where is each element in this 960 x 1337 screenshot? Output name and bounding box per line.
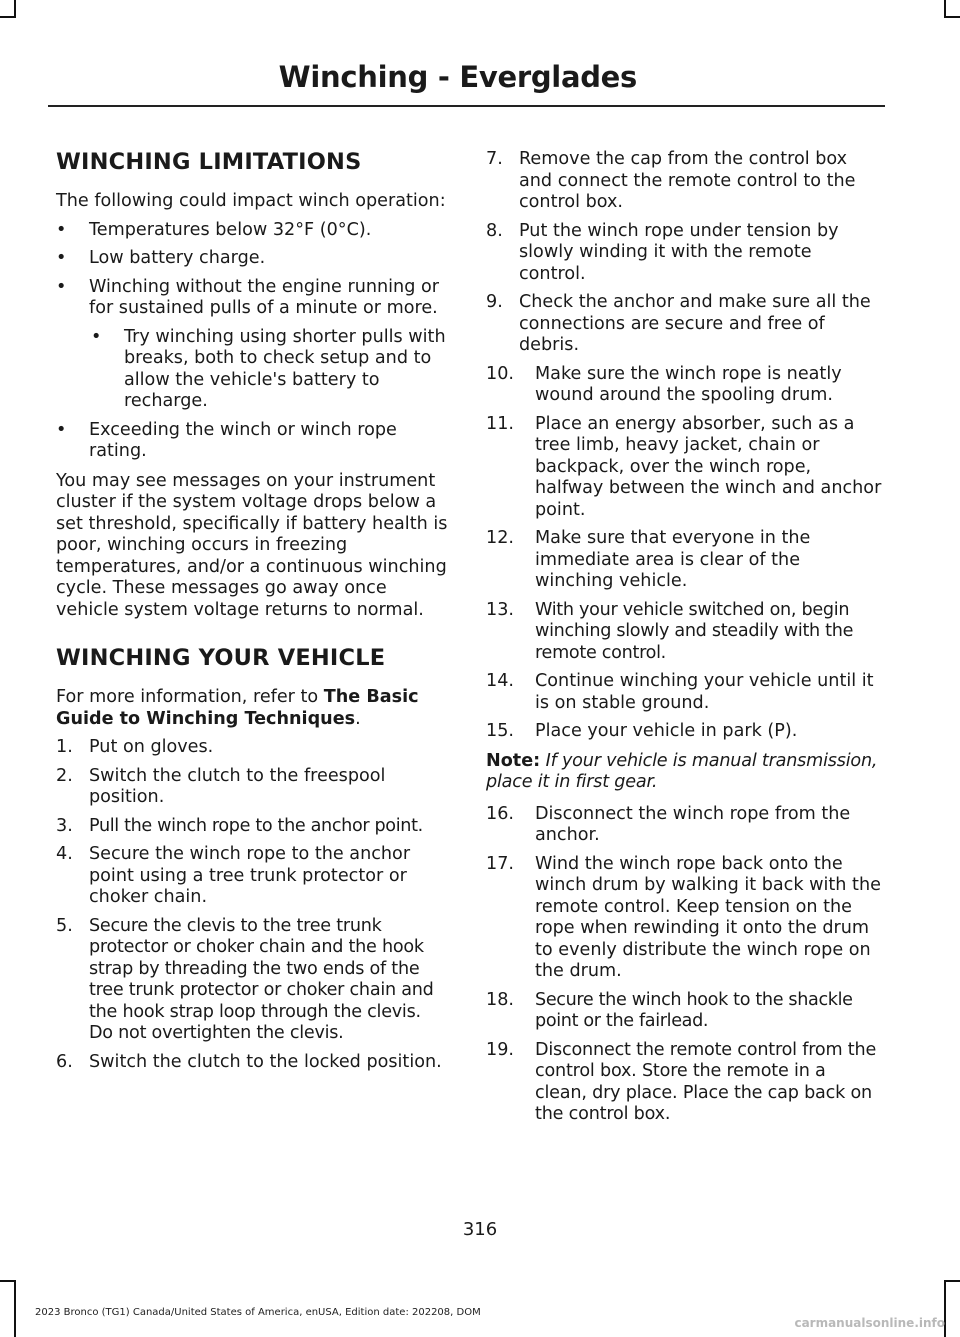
reference-suffix: . [355, 708, 361, 729]
step-item [486, 528, 882, 593]
step-item [56, 844, 448, 909]
step-number: 10. [486, 363, 514, 384]
list-item [56, 248, 448, 270]
step-number: 19. [486, 1039, 514, 1060]
step-text: Pull the winch rope to the anchor point. [89, 815, 423, 836]
step-number: 3. [56, 815, 73, 836]
bullet-icon: • [56, 276, 67, 297]
step-text: Switch the clutch to the locked position. [89, 1051, 442, 1072]
footer-edition-info: 2023 Bronco (TG1) Canada/United States of America, enUSA, Edition date: 202208, DOM [35, 1307, 481, 1318]
limitations-intro: The following could impact winch operation: [56, 191, 446, 211]
vehicle-heading: WINCHING YOUR VEHICLE [56, 645, 386, 671]
step-item [486, 292, 882, 357]
voltage-paragraph: You may see messages on your instrument cluster if the system voltage drops below a set threshold, specifically if battery health is poor, winching occurs in freezing temperatures, and/or a continuous winching cycle. These messages go away once vehicle system voltage returns to normal. [56, 470, 448, 620]
list-item [56, 277, 448, 320]
step-number: 6. [56, 1051, 73, 1072]
step-text: Secure the winch hook to the shackle point or the fairlead. [535, 989, 853, 1031]
step-item [56, 766, 448, 809]
crop-mark-top-left [0, 16, 16, 18]
note-label: Note: [486, 750, 541, 771]
watermark-logo: carmanualsonline.info [794, 1316, 945, 1330]
step-number: 13. [486, 599, 514, 620]
step-number: 7. [486, 149, 503, 169]
step-item [486, 149, 882, 214]
bullet-icon: • [56, 219, 67, 240]
step-number: 1. [56, 737, 73, 757]
step-text: Wind the winch rope back onto the winch drum by walking it back with the remote control. Keep tension on the rope when rewinding it onto the drum to evenly distribute the winch rope on the drum. [535, 853, 881, 981]
step-item [486, 854, 882, 983]
step-number: 12. [486, 528, 514, 548]
header-divider [48, 105, 885, 107]
step-number: 11. [486, 413, 514, 434]
list-item [56, 220, 448, 242]
reference-prefix: For more information, refer to [56, 687, 324, 707]
note [486, 751, 882, 794]
sub-list-item [91, 327, 448, 413]
step-number: 8. [486, 220, 503, 241]
page-title: Winching - Everglades [278, 60, 637, 94]
step-text: Place an energy absorber, such as a tree limb, heavy jacket, chain or backpack, over the winch rope, halfway between the winch and anchor point. [535, 413, 882, 520]
step-text: Remove the cap from the control box and connect the remote control to the control box. [519, 149, 856, 212]
bullet-text: Temperatures below 32°F (0°C). [89, 219, 372, 240]
step-item [56, 737, 448, 759]
step-text: Make sure the winch rope is neatly wound around the spooling drum. [535, 363, 842, 405]
step-number: 15. [486, 721, 514, 741]
right-column [486, 149, 882, 1126]
step-item [56, 816, 448, 838]
step-item [56, 916, 448, 1045]
step-text: Put the winch rope under tension by slowly winding it with the remote control. [519, 220, 839, 284]
step-number: 18. [486, 989, 514, 1010]
step-text: With your vehicle switched on, begin winching slowly and steadily with the remote control. [535, 599, 854, 663]
sub-bullet-text: Try winching using shorter pulls with breaks, both to check setup and to allow the vehicle's battery to recharge. [124, 326, 446, 411]
step-number: 5. [56, 915, 73, 936]
bullet-icon: • [56, 248, 67, 268]
crop-mark-bottom-left [14, 1280, 16, 1337]
page-number: 316 [462, 1219, 498, 1240]
crop-mark-top-right [944, 16, 960, 18]
step-text: Put on gloves. [89, 737, 214, 757]
step-text: Secure the winch rope to the anchor point using a tree trunk protector or choker chain. [89, 844, 411, 907]
bullet-text: Low battery charge. [89, 248, 266, 268]
bullet-text: Exceeding the winch or winch rope rating. [89, 419, 397, 461]
step-text: Continue winching your vehicle until it is on stable ground. [535, 671, 874, 713]
left-column [56, 145, 448, 1073]
bullet-text: Winching without the engine running or for sustained pulls of a minute or more. [89, 276, 439, 318]
step-item [486, 721, 882, 743]
step-item [486, 600, 882, 665]
note-text: If your vehicle is manual transmission, place it in first gear. [486, 750, 878, 792]
step-number: 2. [56, 765, 73, 786]
step-number: 17. [486, 853, 514, 874]
step-item [486, 1040, 882, 1126]
step-number: 14. [486, 671, 514, 691]
crop-mark-bottom-right [944, 1280, 960, 1282]
crop-mark-bottom-left [0, 1280, 16, 1282]
bullet-icon: • [91, 326, 102, 347]
step-text: Check the anchor and make sure all the connections are secure and free of debris. [519, 292, 871, 355]
step-text: Make sure that everyone in the immediate area is clear of the winching vehicle. [535, 528, 811, 591]
step-item [486, 221, 882, 286]
step-item [486, 990, 882, 1033]
step-item [486, 804, 882, 847]
step-item [56, 1052, 448, 1074]
reference-link[interactable]: The Basic Guide to Winching Techniques [56, 687, 419, 729]
step-item [486, 364, 882, 407]
bullet-icon: • [56, 419, 67, 440]
reference-paragraph [56, 687, 448, 730]
limitations-heading: WINCHING LIMITATIONS [56, 149, 362, 175]
step-text: Secure the clevis to the tree trunk protector or choker chain and the hook strap by threading the two ends of the tree trunk protector or choker chain and the hook strap loop through the clevis. Do not overtighten the clevis. [89, 915, 434, 1043]
step-number: 4. [56, 844, 73, 864]
step-item [486, 671, 882, 714]
step-number: 16. [486, 803, 514, 824]
step-item [486, 414, 882, 522]
step-text: Disconnect the remote control from the control box. Store the remote in a clean, dry place. Place the cap back on the control box. [535, 1039, 877, 1124]
step-text: Disconnect the winch rope from the anchor. [535, 803, 851, 845]
step-number: 9. [486, 292, 503, 312]
list-item [56, 420, 448, 463]
step-text: Switch the clutch to the freespool position. [89, 765, 386, 807]
step-text: Place your vehicle in park (P). [535, 721, 798, 741]
